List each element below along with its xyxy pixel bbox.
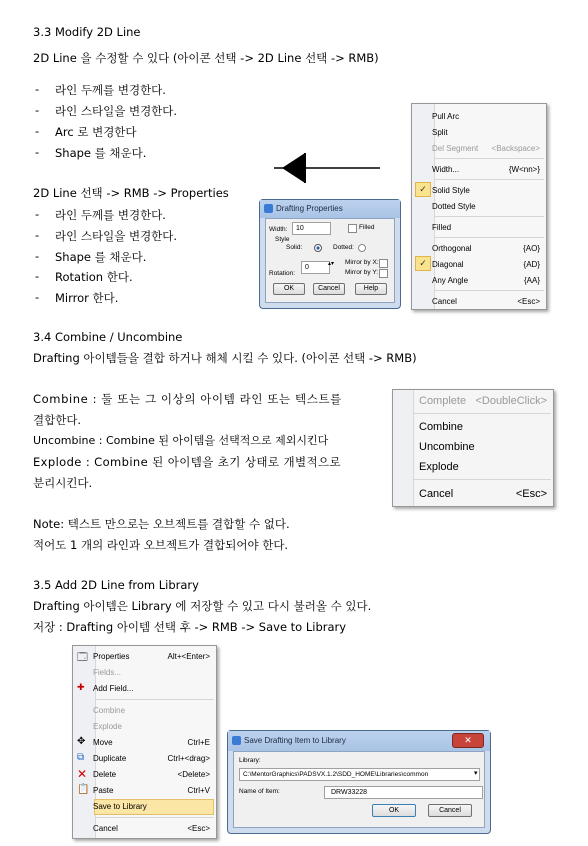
section-heading-3-4: 3.4 Combine / Uncombine [33, 330, 183, 344]
note-line-2: 적어도 1 개의 라인과 오브젝트가 결합되어야 한다. [33, 538, 289, 552]
app-icon [232, 736, 241, 745]
mirror-x-label: Mirror by X: [345, 259, 379, 266]
section-intro-3-3: 2D Line 을 수정할 수 있다 (아이콘 선택 -> 2D Line 선택 -> RMB) [33, 51, 379, 65]
style-label: Style [275, 236, 290, 243]
section-heading-3-5: 3.5 Add 2D Line from Library [33, 578, 199, 592]
close-icon[interactable]: ✕ [452, 733, 484, 748]
menu-item-delete[interactable]: Delete <Delete> [93, 770, 210, 779]
section-intro-3-5: Drafting 아이템은 Library 에 저장할 수 있고 다시 불러올 수 있다. [33, 599, 372, 613]
solid-radio[interactable] [314, 244, 322, 252]
menu-item-cancel[interactable]: Cancel <Esc> [93, 824, 210, 833]
dotted-label: Dotted: [333, 244, 354, 251]
menu-item-combine[interactable]: Combine [93, 706, 126, 715]
solid-label: Solid: [286, 244, 303, 251]
combine-desc-cont: 결합한다. [33, 413, 82, 427]
mirror-y-checkbox[interactable] [379, 269, 388, 278]
menu-item-diagonal[interactable]: Diagonal {AD} [432, 260, 540, 269]
dialog-title: Drafting Properties [260, 200, 400, 218]
menu-item-orthogonal[interactable]: Orthogonal {AO} [432, 244, 540, 253]
save-drafting-item-dialog [227, 730, 491, 834]
menu-item-combine[interactable]: Combine [419, 421, 464, 433]
ok-button[interactable]: OK [273, 283, 305, 295]
menu-item-duplicate[interactable]: Duplicate Ctrl+<drag> [93, 754, 210, 763]
list-item: Mirror 한다. [55, 291, 119, 305]
mirror-y-label: Mirror by Y: [345, 269, 379, 276]
app-icon [264, 204, 273, 213]
list-item: 라인 두께를 변경한다. [55, 208, 166, 222]
menu-item-move[interactable]: Move Ctrl+E [93, 738, 210, 747]
explode-desc-cont: 분리시킨다. [33, 476, 93, 490]
properties-path: 2D Line 선택 -> RMB -> Properties [33, 186, 229, 200]
add-field-icon: ✚ [77, 682, 85, 692]
menu-item-width[interactable]: Width... {W<nn>} [432, 165, 540, 174]
list-item: 라인 스타일을 변경한다. [55, 229, 178, 243]
explode-desc: Explode : Combine 된 아이템을 초기 상태로 개별적으로 [33, 455, 342, 469]
cancel-button[interactable]: Cancel [313, 283, 345, 295]
menu-item-fields[interactable]: Fields... [93, 668, 122, 677]
filled-checkbox[interactable] [348, 224, 357, 233]
drafting-properties-dialog [259, 199, 401, 309]
rotation-input[interactable]: 0 [301, 261, 330, 274]
checkmark-icon: ✓ [415, 256, 431, 271]
menu-item-del-segment[interactable]: Del Segment <Backspace> [432, 144, 540, 153]
context-menu-2d-line [411, 103, 547, 310]
dialog-title: Save Drafting Item to Library [228, 731, 490, 751]
list-item: 라인 두께를 변경한다. [55, 83, 166, 97]
cancel-button[interactable]: Cancel [428, 804, 472, 817]
delete-icon: ✕ [77, 767, 88, 781]
name-label: Name of Item: [239, 788, 280, 795]
ok-button[interactable]: OK [372, 804, 416, 817]
list-item: Arc 로 변경한다 [55, 125, 137, 139]
note-line-1: Note: 텍스트 만으로는 오브젝트를 결합할 수 없다. [33, 517, 290, 531]
width-label: Width: [269, 226, 288, 233]
dotted-radio[interactable] [358, 244, 366, 252]
menu-item-properties[interactable]: Properties Alt+<Enter> [93, 652, 210, 661]
rotation-label: Rotation: [269, 270, 296, 277]
menu-item-add-field[interactable]: Add Field... [93, 684, 134, 693]
menu-item-solid-style[interactable]: Solid Style [432, 186, 470, 195]
menu-item-explode[interactable]: Explode [419, 461, 459, 473]
properties-icon: 🗔 [77, 652, 88, 663]
menu-item-cancel[interactable]: Cancel <Esc> [432, 297, 540, 306]
paste-icon: 📋 [77, 784, 90, 795]
menu-item-pull-arc[interactable]: Pull Arc [432, 112, 460, 121]
chevron-down-icon[interactable]: ▾ [474, 770, 478, 777]
section-intro-3-4: Drafting 아이템들을 결합 하거나 해체 시킬 수 있다. (아이콘 선택 -> RMB) [33, 351, 417, 365]
help-button[interactable]: Help [355, 283, 387, 295]
menu-item-any-angle[interactable]: Any Angle {AA} [432, 276, 540, 285]
menu-item-filled[interactable]: Filled [432, 223, 452, 232]
menu-item-dotted-style[interactable]: Dotted Style [432, 202, 476, 211]
uncombine-desc: Uncombine : Combine 된 아이템을 선택적으로 제외시킨다 [33, 434, 329, 447]
duplicate-icon: ⧉ [77, 752, 85, 763]
list-item: Shape 를 채운다. [55, 250, 147, 264]
menu-item-explode[interactable]: Explode [93, 722, 122, 731]
menu-item-cancel[interactable]: Cancel <Esc> [419, 488, 547, 500]
library-label: Library: [239, 757, 261, 764]
width-input[interactable]: 10 [292, 222, 331, 235]
checkmark-icon: ✓ [415, 182, 431, 197]
context-menu-library [72, 645, 217, 839]
filled-label: Filled [359, 224, 375, 231]
section-heading-3-3: 3.3 Modify 2D Line [33, 25, 141, 39]
menu-item-split[interactable]: Split [432, 128, 448, 137]
menu-item-save-to-library[interactable]: Save to Library [93, 802, 147, 811]
menu-item-complete[interactable]: Complete <DoubleClick> [419, 395, 547, 407]
list-item: 라인 스타일을 변경한다. [55, 104, 178, 118]
line-arrow-drawing [274, 150, 380, 186]
list-item: Shape 를 채운다. [55, 146, 147, 160]
mirror-x-checkbox[interactable] [379, 259, 388, 268]
context-menu-combine [392, 389, 554, 507]
item-name-input[interactable]: DRW33228 [324, 786, 483, 799]
rotation-spinner[interactable]: ▴▾ [328, 261, 335, 267]
list-item: Rotation 한다. [55, 270, 133, 284]
menu-item-paste[interactable]: Paste Ctrl+V [93, 786, 210, 795]
menu-item-uncombine[interactable]: Uncombine [419, 441, 475, 453]
combine-desc: Combine : 둘 또는 그 이상의 아이템 라인 또는 텍스트를 [33, 392, 342, 406]
save-instructions: 저장 : Drafting 아이템 선택 후 -> RMB -> Save to Library [33, 620, 347, 634]
move-icon: ✥ [77, 736, 86, 747]
library-select[interactable]: C:\MentorGraphics\PADSVX.1.2\SDD_HOME\Libraries\common [239, 768, 480, 781]
